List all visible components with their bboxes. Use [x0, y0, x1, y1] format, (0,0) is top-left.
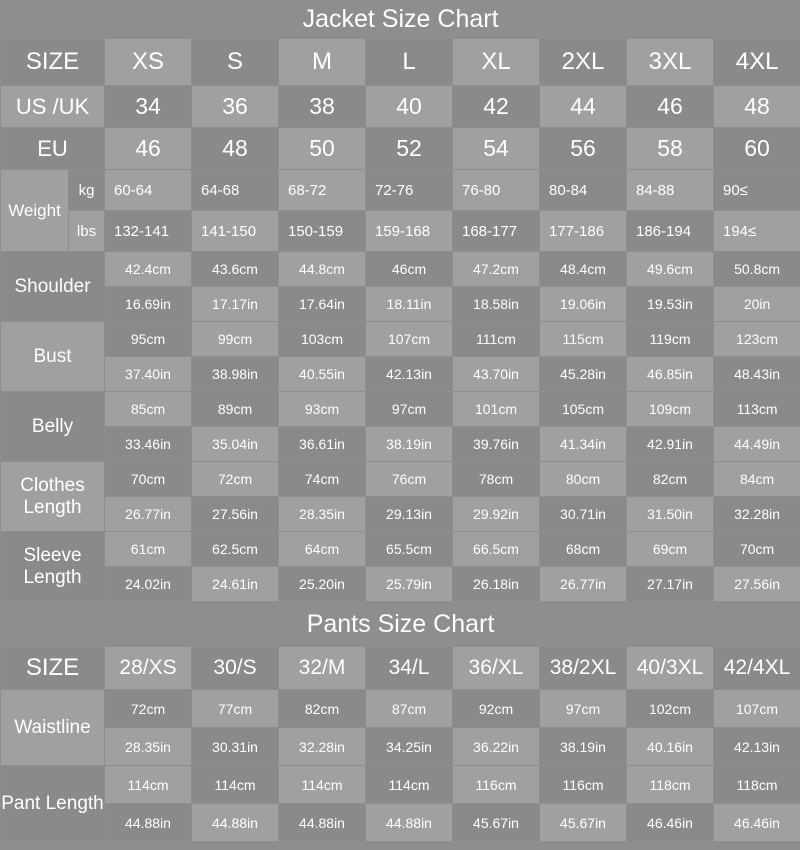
pants-size-36xl: 36/XL: [453, 647, 540, 690]
clothes-length-in-s: 27.56in: [192, 497, 279, 532]
eu-2xl: 56: [540, 128, 627, 170]
bust-cm-4xl: 123cm: [714, 322, 800, 357]
sleeve-length-in-l: 25.79in: [366, 567, 453, 602]
waistline-in-34l: 34.25in: [366, 728, 453, 766]
clothes-length-in-xs: 26.77in: [105, 497, 192, 532]
jacket-size-xs: XS: [105, 39, 192, 86]
pant-length-cm-28xs: 114cm: [105, 766, 192, 804]
waistline-cm-32m: 82cm: [279, 690, 366, 728]
pants-chart-title: Pants Size Chart: [1, 602, 800, 647]
weight-unit-kg: kg: [69, 170, 105, 211]
pant-length-in-382xl: 45.67in: [540, 804, 627, 842]
clothes-length-in-4xl: 32.28in: [714, 497, 800, 532]
belly-cm-s: 89cm: [192, 392, 279, 427]
bust-cm-2xl: 115cm: [540, 322, 627, 357]
waistline-in-30s: 30.31in: [192, 728, 279, 766]
pant-length-in-30s: 44.88in: [192, 804, 279, 842]
row-label-belly: Belly: [1, 392, 105, 462]
waistline-in-32m: 32.28in: [279, 728, 366, 766]
clothes-length-cm-l: 76cm: [366, 462, 453, 497]
bust-cm-xl: 111cm: [453, 322, 540, 357]
belly-in-xl: 39.76in: [453, 427, 540, 462]
weight-lbs-s: 141-150: [192, 211, 279, 252]
belly-cm-xl: 101cm: [453, 392, 540, 427]
row-label-clothes-length: Clothes Length: [1, 462, 105, 532]
weight-lbs-l: 159-168: [366, 211, 453, 252]
row-label-shoulder: Shoulder: [1, 252, 105, 322]
eu-4xl: 60: [714, 128, 800, 170]
belly-in-4xl: 44.49in: [714, 427, 800, 462]
eu-3xl: 58: [627, 128, 714, 170]
sleeve-length-in-3xl: 27.17in: [627, 567, 714, 602]
pant-length-cm-403xl: 118cm: [627, 766, 714, 804]
pants-size-34l: 34/L: [366, 647, 453, 690]
jacket-size-s: S: [192, 39, 279, 86]
us-uk-3xl: 46: [627, 86, 714, 128]
pant-length-in-403xl: 46.46in: [627, 804, 714, 842]
pants-size-chart-table: [0, 602, 800, 842]
shoulder-in-l: 18.11in: [366, 287, 453, 322]
clothes-length-in-3xl: 31.50in: [627, 497, 714, 532]
us-uk-4xl: 48: [714, 86, 800, 128]
weight-kg-xl: 76-80: [453, 170, 540, 211]
shoulder-in-4xl: 20in: [714, 287, 800, 322]
pants-size-403xl: 40/3XL: [627, 647, 714, 690]
weight-lbs-xs: 132-141: [105, 211, 192, 252]
pant-length-in-36xl: 45.67in: [453, 804, 540, 842]
sleeve-length-in-4xl: 27.56in: [714, 567, 800, 602]
jacket-size-l: L: [366, 39, 453, 86]
sleeve-length-cm-3xl: 69cm: [627, 532, 714, 567]
shoulder-cm-l: 46cm: [366, 252, 453, 287]
sleeve-length-in-s: 24.61in: [192, 567, 279, 602]
bust-in-s: 38.98in: [192, 357, 279, 392]
weight-kg-xs: 60-64: [105, 170, 192, 211]
eu-l: 52: [366, 128, 453, 170]
bust-in-l: 42.13in: [366, 357, 453, 392]
bust-in-xl: 43.70in: [453, 357, 540, 392]
row-label-us-uk: US /UK: [1, 86, 105, 128]
pant-length-in-34l: 44.88in: [366, 804, 453, 842]
sleeve-length-cm-s: 62.5cm: [192, 532, 279, 567]
bust-in-4xl: 48.43in: [714, 357, 800, 392]
clothes-length-cm-4xl: 84cm: [714, 462, 800, 497]
shoulder-in-s: 17.17in: [192, 287, 279, 322]
pant-length-cm-34l: 114cm: [366, 766, 453, 804]
us-uk-s: 36: [192, 86, 279, 128]
pants-size-382xl: 38/2XL: [540, 647, 627, 690]
bust-cm-m: 103cm: [279, 322, 366, 357]
belly-in-xs: 33.46in: [105, 427, 192, 462]
pant-length-cm-32m: 114cm: [279, 766, 366, 804]
jacket-size-header-label: SIZE: [1, 39, 105, 86]
shoulder-in-2xl: 19.06in: [540, 287, 627, 322]
clothes-length-cm-m: 74cm: [279, 462, 366, 497]
shoulder-in-m: 17.64in: [279, 287, 366, 322]
clothes-length-cm-xs: 70cm: [105, 462, 192, 497]
bust-in-3xl: 46.85in: [627, 357, 714, 392]
row-label-pant-length: Pant Length: [1, 766, 105, 842]
pant-length-cm-382xl: 116cm: [540, 766, 627, 804]
weight-kg-3xl: 84-88: [627, 170, 714, 211]
row-label-bust: Bust: [1, 322, 105, 392]
pant-length-in-32m: 44.88in: [279, 804, 366, 842]
weight-kg-s: 64-68: [192, 170, 279, 211]
eu-m: 50: [279, 128, 366, 170]
sleeve-length-cm-4xl: 70cm: [714, 532, 800, 567]
belly-cm-m: 93cm: [279, 392, 366, 427]
waistline-cm-28xs: 72cm: [105, 690, 192, 728]
weight-kg-m: 68-72: [279, 170, 366, 211]
pant-length-in-28xs: 44.88in: [105, 804, 192, 842]
bust-cm-s: 99cm: [192, 322, 279, 357]
belly-in-2xl: 41.34in: [540, 427, 627, 462]
waistline-cm-36xl: 92cm: [453, 690, 540, 728]
eu-xl: 54: [453, 128, 540, 170]
waistline-cm-424xl: 107cm: [714, 690, 800, 728]
clothes-length-in-l: 29.13in: [366, 497, 453, 532]
sleeve-length-cm-l: 65.5cm: [366, 532, 453, 567]
shoulder-in-3xl: 19.53in: [627, 287, 714, 322]
belly-cm-4xl: 113cm: [714, 392, 800, 427]
pant-length-cm-30s: 114cm: [192, 766, 279, 804]
jacket-size-3xl: 3XL: [627, 39, 714, 86]
waistline-cm-30s: 77cm: [192, 690, 279, 728]
belly-cm-3xl: 109cm: [627, 392, 714, 427]
sleeve-length-cm-2xl: 68cm: [540, 532, 627, 567]
shoulder-in-xl: 18.58in: [453, 287, 540, 322]
sleeve-length-in-2xl: 26.77in: [540, 567, 627, 602]
row-label-sleeve-length: Sleeve Length: [1, 532, 105, 602]
bust-in-xs: 37.40in: [105, 357, 192, 392]
sleeve-length-in-m: 25.20in: [279, 567, 366, 602]
waistline-in-382xl: 38.19in: [540, 728, 627, 766]
eu-xs: 46: [105, 128, 192, 170]
eu-s: 48: [192, 128, 279, 170]
jacket-size-4xl: 4XL: [714, 39, 800, 86]
sleeve-length-cm-xs: 61cm: [105, 532, 192, 567]
shoulder-cm-xl: 47.2cm: [453, 252, 540, 287]
pant-length-cm-424xl: 118cm: [714, 766, 800, 804]
bust-in-2xl: 45.28in: [540, 357, 627, 392]
pants-size-header-label: SIZE: [1, 647, 105, 690]
weight-kg-2xl: 80-84: [540, 170, 627, 211]
shoulder-cm-m: 44.8cm: [279, 252, 366, 287]
sleeve-length-in-xl: 26.18in: [453, 567, 540, 602]
waistline-cm-403xl: 102cm: [627, 690, 714, 728]
us-uk-l: 40: [366, 86, 453, 128]
shoulder-in-xs: 16.69in: [105, 287, 192, 322]
waistline-in-424xl: 42.13in: [714, 728, 800, 766]
jacket-size-m: M: [279, 39, 366, 86]
belly-in-3xl: 42.91in: [627, 427, 714, 462]
shoulder-cm-xs: 42.4cm: [105, 252, 192, 287]
belly-in-l: 38.19in: [366, 427, 453, 462]
belly-in-m: 36.61in: [279, 427, 366, 462]
jacket-chart-title: Jacket Size Chart: [1, 0, 800, 39]
clothes-length-cm-2xl: 80cm: [540, 462, 627, 497]
weight-unit-lbs: lbs: [69, 211, 105, 252]
sleeve-length-cm-xl: 66.5cm: [453, 532, 540, 567]
shoulder-cm-4xl: 50.8cm: [714, 252, 800, 287]
row-label-weight: Weight: [1, 170, 69, 252]
belly-cm-xs: 85cm: [105, 392, 192, 427]
weight-lbs-3xl: 186-194: [627, 211, 714, 252]
bust-cm-l: 107cm: [366, 322, 453, 357]
pant-length-cm-36xl: 116cm: [453, 766, 540, 804]
belly-cm-2xl: 105cm: [540, 392, 627, 427]
jacket-size-xl: XL: [453, 39, 540, 86]
shoulder-cm-s: 43.6cm: [192, 252, 279, 287]
weight-lbs-4xl: 194≤: [714, 211, 800, 252]
waistline-cm-34l: 87cm: [366, 690, 453, 728]
us-uk-xs: 34: [105, 86, 192, 128]
pants-size-424xl: 42/4XL: [714, 647, 800, 690]
shoulder-cm-2xl: 48.4cm: [540, 252, 627, 287]
weight-lbs-m: 150-159: [279, 211, 366, 252]
weight-lbs-2xl: 177-186: [540, 211, 627, 252]
weight-kg-4xl: 90≤: [714, 170, 800, 211]
pants-size-32m: 32/M: [279, 647, 366, 690]
pant-length-in-424xl: 46.46in: [714, 804, 800, 842]
clothes-length-cm-3xl: 82cm: [627, 462, 714, 497]
pants-size-28xs: 28/XS: [105, 647, 192, 690]
weight-kg-l: 72-76: [366, 170, 453, 211]
clothes-length-in-xl: 29.92in: [453, 497, 540, 532]
row-label-waistline: Waistline: [1, 690, 105, 766]
waistline-in-36xl: 36.22in: [453, 728, 540, 766]
clothes-length-cm-s: 72cm: [192, 462, 279, 497]
waistline-cm-382xl: 97cm: [540, 690, 627, 728]
us-uk-m: 38: [279, 86, 366, 128]
row-label-eu: EU: [1, 128, 105, 170]
jacket-size-2xl: 2XL: [540, 39, 627, 86]
sleeve-length-cm-m: 64cm: [279, 532, 366, 567]
clothes-length-in-m: 28.35in: [279, 497, 366, 532]
weight-lbs-xl: 168-177: [453, 211, 540, 252]
belly-cm-l: 97cm: [366, 392, 453, 427]
bust-cm-xs: 95cm: [105, 322, 192, 357]
us-uk-xl: 42: [453, 86, 540, 128]
waistline-in-28xs: 28.35in: [105, 728, 192, 766]
sleeve-length-in-xs: 24.02in: [105, 567, 192, 602]
bust-in-m: 40.55in: [279, 357, 366, 392]
clothes-length-in-2xl: 30.71in: [540, 497, 627, 532]
waistline-in-403xl: 40.16in: [627, 728, 714, 766]
clothes-length-cm-xl: 78cm: [453, 462, 540, 497]
pants-size-30s: 30/S: [192, 647, 279, 690]
belly-in-s: 35.04in: [192, 427, 279, 462]
shoulder-cm-3xl: 49.6cm: [627, 252, 714, 287]
us-uk-2xl: 44: [540, 86, 627, 128]
bust-cm-3xl: 119cm: [627, 322, 714, 357]
